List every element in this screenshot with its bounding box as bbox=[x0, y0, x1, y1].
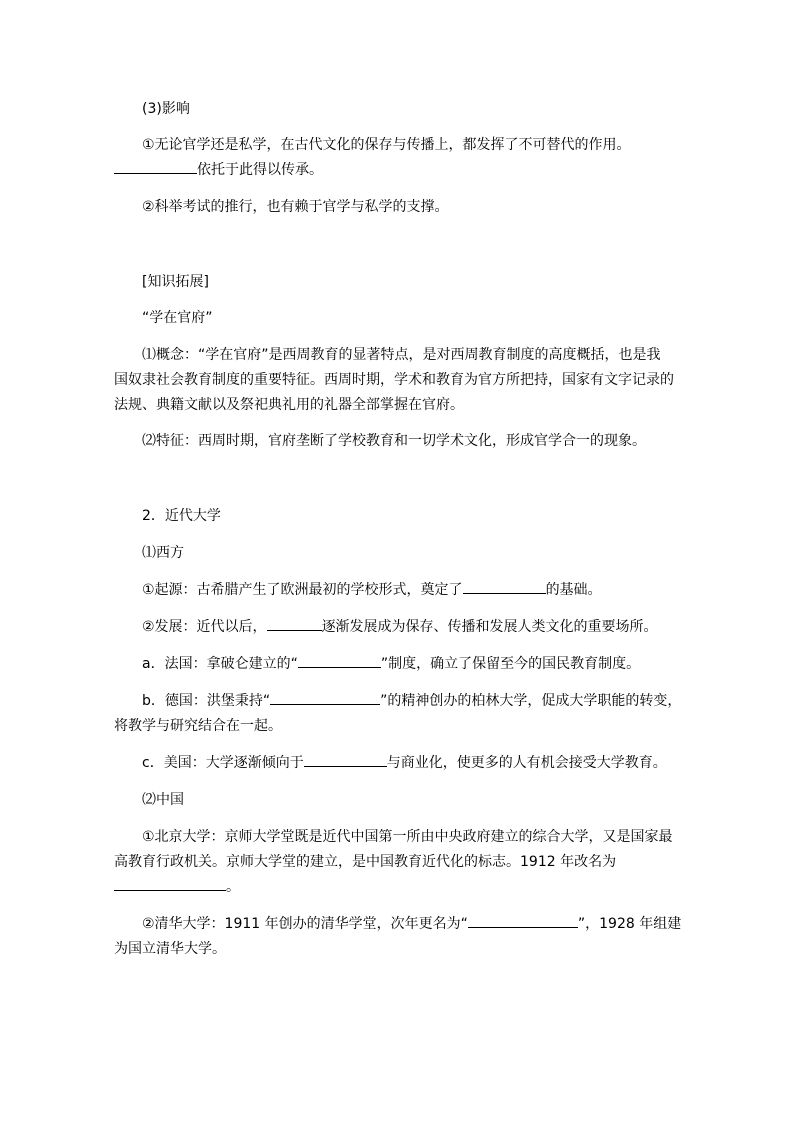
text: ②发展：近代以后， bbox=[142, 619, 267, 635]
paragraph-pku-line-2: 高教育行政机关。京师大学堂的建立，是中国教育近代化的标志。1912 年改名为 bbox=[114, 854, 617, 870]
fill-blank[interactable] bbox=[468, 912, 578, 928]
text: 的基础。 bbox=[545, 582, 602, 598]
fill-blank[interactable] bbox=[304, 751, 387, 767]
paragraph-france bbox=[114, 651, 684, 677]
text: ”，1928 年组建 bbox=[577, 916, 682, 932]
knowledge-extension-heading: [知识拓展] bbox=[142, 274, 209, 290]
paragraph-development bbox=[114, 614, 684, 640]
paragraph-pku-line-1: ①北京大学：京师大学堂既是近代中国第一所由中央政府建立的综合大学，又是国家最 bbox=[142, 829, 673, 845]
text: ①起源：古希腊产生了欧洲最初的学校形式，奠定了 bbox=[142, 582, 463, 598]
text: b．德国：洪堡秉持“ bbox=[142, 693, 271, 709]
subheading-china: ⑵中国 bbox=[142, 792, 184, 808]
paragraph-origin bbox=[114, 577, 684, 603]
text: ①无论官学还是私学，在古代文化的保存与传播上，都发挥了不可替代的作用。 bbox=[142, 137, 631, 153]
text: a．法国：拿破仑建立的“ bbox=[142, 656, 298, 672]
knowledge-topic: “学在官府” bbox=[142, 310, 213, 326]
paragraph-tsinghua bbox=[114, 911, 684, 937]
paragraph-influence-1 bbox=[114, 132, 684, 158]
paragraph-influence-2: ②科举考试的推行，也有赖于官学与私学的支撑。 bbox=[142, 199, 449, 215]
text: ②清华大学：1911 年创办的清华学堂，次年更名为“ bbox=[142, 916, 468, 932]
text: 与商业化，使更多的人有机会接受大学教育。 bbox=[386, 755, 667, 771]
section-heading-influence: (3)影响 bbox=[142, 101, 190, 117]
fill-blank[interactable] bbox=[114, 158, 197, 174]
fill-blank[interactable] bbox=[298, 652, 381, 668]
concept-line-1: ⑴概念：“学在官府”是西周教育的显著特点，是对西周教育制度的高度概括，也是我 bbox=[142, 347, 661, 363]
text: 。 bbox=[226, 879, 240, 895]
text: ”制度，确立了保留至今的国民教育制度。 bbox=[380, 656, 641, 672]
concept-line-3: 法规、典籍文献以及祭祀典礼用的礼器全部掌握在官府。 bbox=[114, 397, 464, 413]
fill-blank[interactable] bbox=[463, 578, 546, 594]
section-heading-modern-university: 2．近代大学 bbox=[142, 508, 221, 524]
paragraph-influence-1-cont bbox=[114, 157, 684, 183]
feature-paragraph: ⑵特征：西周时期，官府垄断了学校教育和一切学术文化，形成官学合一的现象。 bbox=[142, 433, 646, 449]
subheading-west: ⑴西方 bbox=[142, 545, 184, 561]
text: ”的精神创办的柏林大学，促成大学职能的转变， bbox=[380, 693, 682, 709]
paragraph-germany bbox=[114, 688, 684, 714]
fill-blank[interactable] bbox=[267, 615, 322, 631]
paragraph-tsinghua-cont: 为国立清华大学。 bbox=[114, 941, 226, 957]
paragraph-germany-cont: 将教学与研究结合在一起。 bbox=[114, 718, 282, 734]
fill-blank[interactable] bbox=[270, 689, 380, 705]
concept-line-2: 国奴隶社会教育制度的重要特征。西周时期，学术和教育为官方所把持，国家有文字记录的 bbox=[114, 372, 674, 388]
text: 依托于此得以传承。 bbox=[197, 162, 323, 178]
text: 逐渐发展成为保存、传播和发展人类文化的重要场所。 bbox=[321, 619, 658, 635]
fill-blank[interactable] bbox=[114, 875, 226, 891]
paragraph-usa bbox=[114, 750, 684, 776]
paragraph-pku-line-3 bbox=[114, 874, 684, 900]
text: c．美国：大学逐渐倾向于 bbox=[142, 755, 304, 771]
